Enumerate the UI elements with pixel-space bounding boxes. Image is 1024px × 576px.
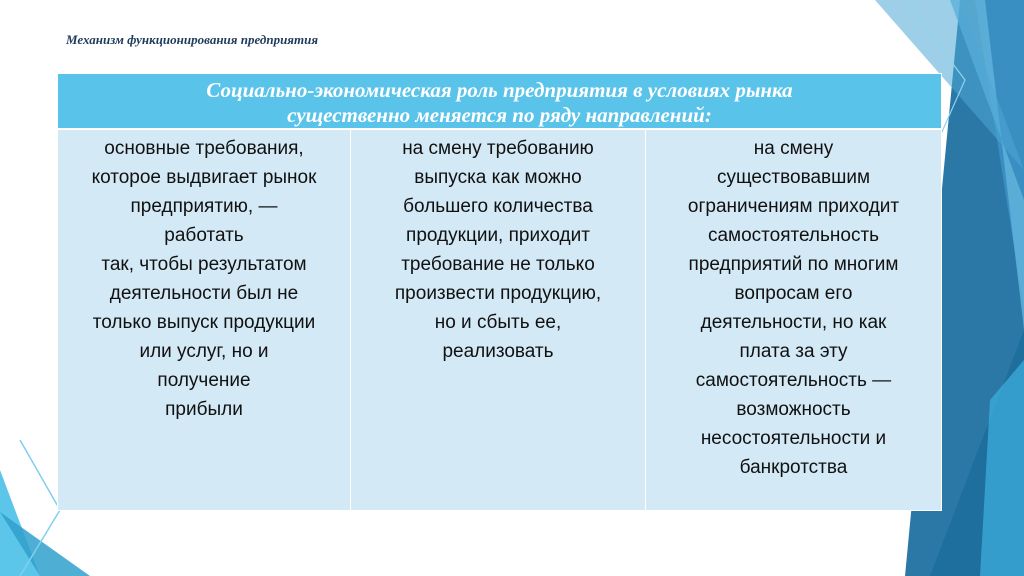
table-cell-sales: на смену требованию выпуска как можно большего количества продукции, приходит требование не только произвести продукцию, но и сбыть ее, реализовать (351, 130, 646, 510)
table-body-row (58, 130, 941, 510)
table-cell-requirements: основные требования, которое выдвигает рынок предприятию, — работать так, чтобы результатом деятельности был не только выпуск продукции или услуг, но и получение прибыли (58, 130, 351, 510)
content-table (57, 73, 942, 511)
table-header-text: Социально-экономическая роль предприятия в условиях рынка существенно меняется по ряду направлений: (206, 78, 793, 127)
slide-subtitle: Механизм функционирования предприятия (66, 32, 319, 47)
table-cell-independence: на смену существовавшим ограничениям приходит самостоятельность предприятий по многим вопросам его деятельности, но как плата за эту самостоятельность — возможность несостоятельности и банкротства (687, 138, 900, 478)
table-header-row (58, 74, 941, 130)
